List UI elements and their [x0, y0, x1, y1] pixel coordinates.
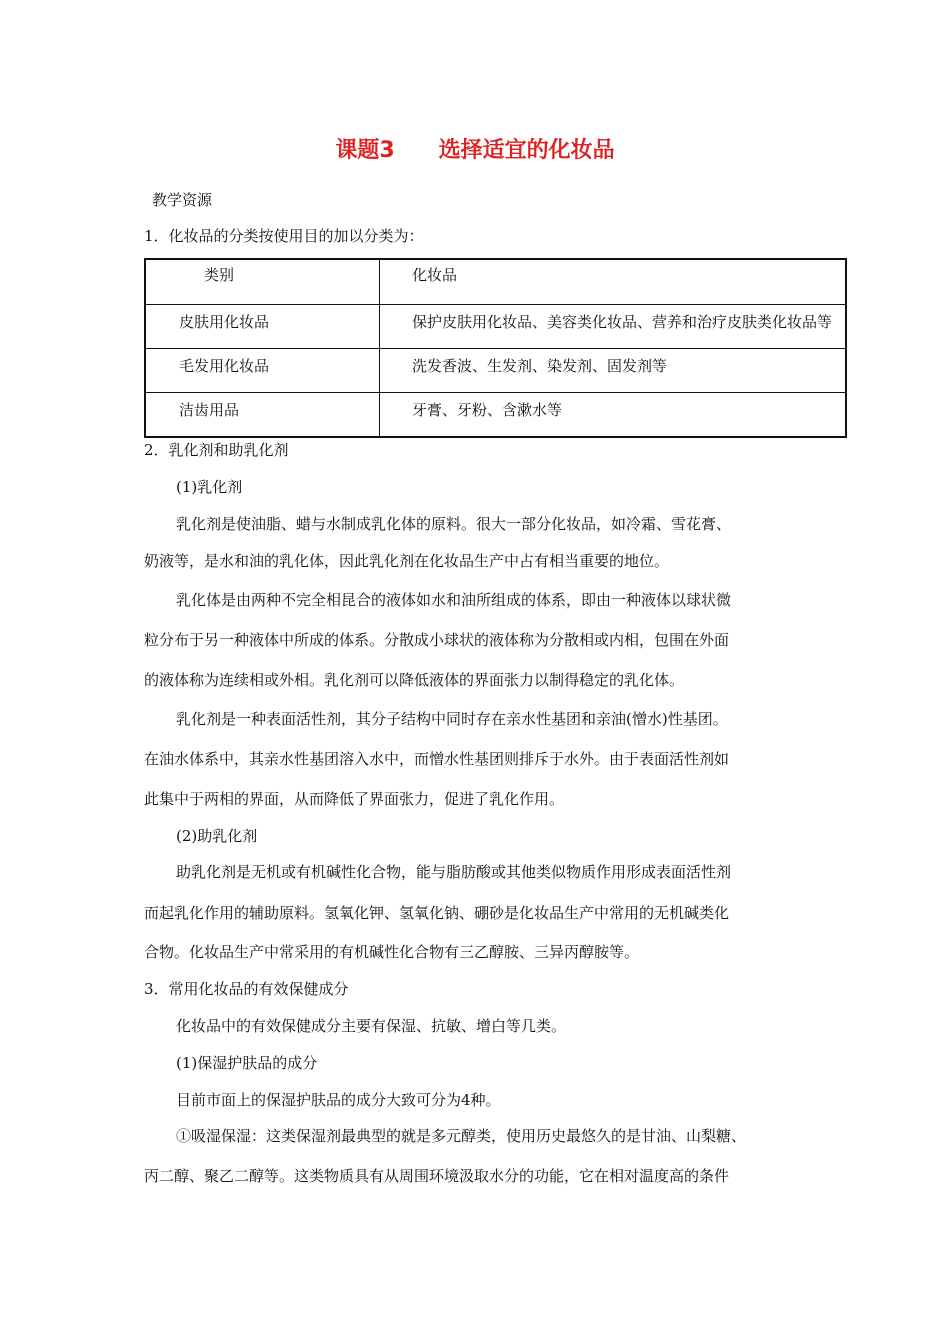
- paragraph-line: 此集中于两相的界面，从而降低了界面张力，促进了乳化作用。: [144, 790, 565, 808]
- subheading-moisturizing: (1)保湿护肤品的成分: [176, 1054, 318, 1072]
- cosmetics-category-table: [144, 258, 847, 438]
- paragraph-line: 而起乳化作用的辅助原料。氢氧化钾、氢氧化钠、硼砂是化妆品生产中常用的无机碱类化: [144, 904, 730, 922]
- table-header-row: [145, 259, 846, 305]
- paragraph-line: 奶液等，是水和油的乳化体，因此乳化剂在化妆品生产中占有相当重要的地位。: [144, 552, 670, 570]
- subheading-co-emulsifier: (2)助乳化剂: [176, 827, 258, 845]
- table-row: [145, 349, 846, 393]
- paragraph-line: 乳化剂是一种表面活性剂，其分子结构中同时存在亲水性基团和亲油(憎水)性基团。: [176, 710, 728, 728]
- paragraph-line: 的液体称为连续相或外相。乳化剂可以降低液体的界面张力以制得稳定的乳化体。: [144, 671, 685, 689]
- subheading-emulsifier: (1)乳化剂: [176, 478, 243, 496]
- paragraph-line: 粒分布于另一种液体中所成的体系。分散成小球状的液体称为分散相或内相，包围在外面: [144, 631, 730, 649]
- table-header-category: 类别: [145, 259, 380, 305]
- paragraph-line: 助乳化剂是无机或有机碱性化合物，能与脂肪酸或其他类似物质作用形成表面活性剂: [176, 863, 732, 881]
- page-title: 课题3 选择适宜的化妆品: [335, 138, 615, 163]
- table-cell: 皮肤用化妆品: [145, 305, 380, 349]
- paragraph-line: 化妆品中的有效保健成分主要有保湿、抗敏、增白等几类。: [176, 1017, 567, 1035]
- resources-heading: 教学资源: [152, 191, 213, 209]
- section-2-heading: 2．乳化剂和助乳化剂: [144, 441, 289, 459]
- paragraph-line: 丙二醇、聚乙二醇等。这类物质具有从周围环境汲取水分的功能，它在相对温度高的条件: [144, 1167, 730, 1185]
- table-row: [145, 393, 846, 438]
- table-cell: 保护皮肤用化妆品、美容类化妆品、营养和治疗皮肤类化妆品等: [380, 305, 847, 349]
- paragraph-line: 乳化剂是使油脂、蜡与水制成乳化体的原料。很大一部分化妆品，如冷霜、雪花膏、: [176, 515, 732, 533]
- section-1-heading: 1．化妆品的分类按使用目的加以分类为：: [144, 227, 424, 245]
- section-3-heading: 3．常用化妆品的有效保健成分: [144, 980, 349, 998]
- table-cell: 洗发香波、生发剂、染发剂、固发剂等: [380, 349, 847, 393]
- paragraph-line: 乳化体是由两种不完全相昆合的液体如水和油所组成的体系，即由一种液体以球状微: [176, 591, 732, 609]
- table-header-cosmetics: 化妆品: [380, 259, 847, 305]
- paragraph-line: 目前市面上的保湿护肤品的成分大致可分为4种。: [176, 1091, 501, 1109]
- paragraph-line: 在油水体系中，其亲水性基团溶入水中，而憎水性基团则排斥于水外。由于表面活性剂如: [144, 750, 730, 768]
- table-row: [145, 305, 846, 349]
- table-cell: 牙膏、牙粉、含漱水等: [380, 393, 847, 438]
- table-cell: 洁齿用品: [145, 393, 380, 438]
- paragraph-line: 合物。化妆品生产中常采用的有机碱性化合物有三乙醇胺、三异丙醇胺等。: [144, 943, 640, 961]
- table-cell: 毛发用化妆品: [145, 349, 380, 393]
- paragraph-line: ①吸湿保湿：这类保湿剂最典型的就是多元醇类，使用历史最悠久的是甘油、山梨糖、: [176, 1127, 747, 1145]
